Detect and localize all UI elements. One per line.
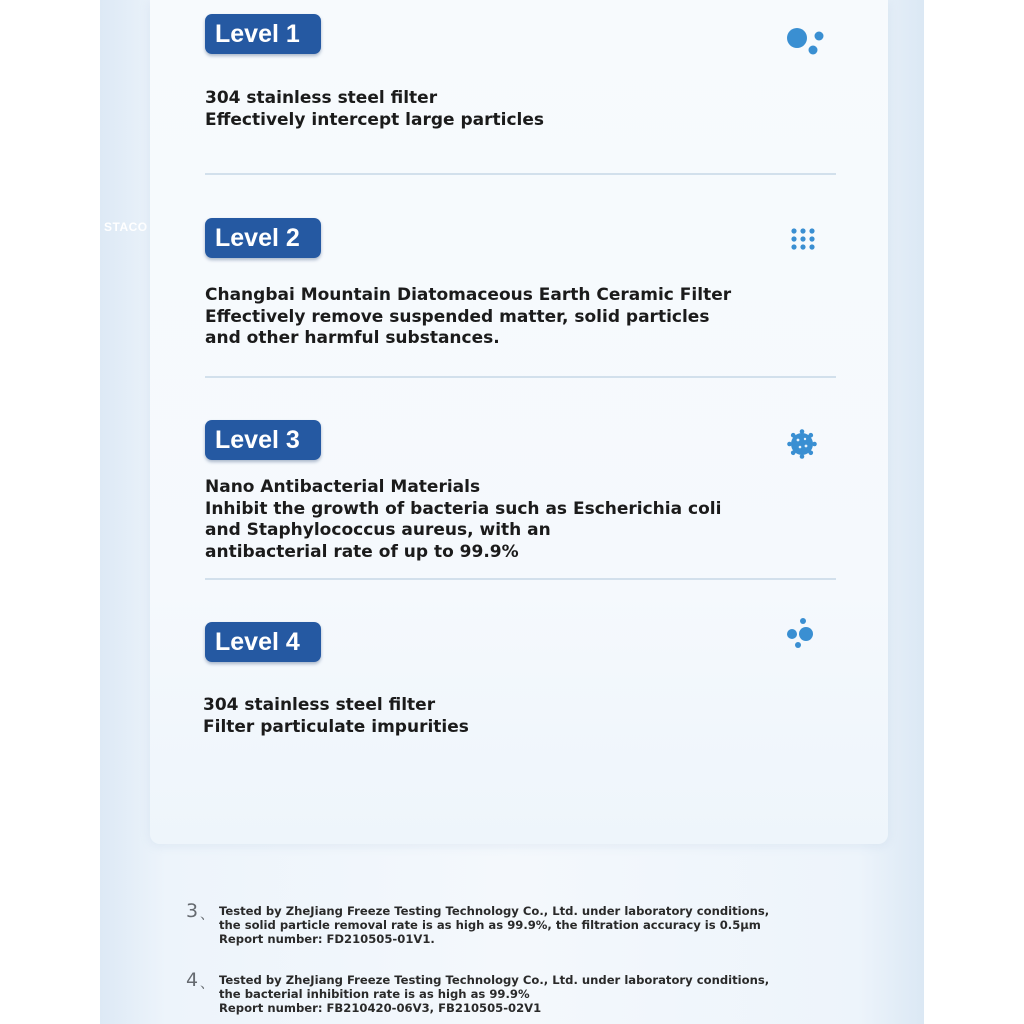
footnote-3-text <box>219 904 769 947</box>
level-4-badge: Level 4 <box>205 622 321 662</box>
level-1-line-2: Effectively intercept large particles <box>205 109 545 130</box>
level-3-badge: Level 3 <box>205 420 321 460</box>
level-1-line-1: 304 stainless steel filter <box>205 88 438 108</box>
level-4-line-1: 304 stainless steel filter <box>203 695 436 715</box>
level-1-description <box>205 88 544 131</box>
footnote-4-line-1: Tested by ZheJiang Freeze Testing Technology Co., Ltd. under laboratory conditions, <box>219 973 770 987</box>
level-2-description <box>205 285 731 350</box>
filter-levels-card <box>150 0 888 844</box>
footnote-4-number: 4 <box>186 969 199 991</box>
level-3-line-2: Inhibit the growth of bacteria such as Escherichia coli <box>205 498 722 519</box>
level-2-line-1: Changbai Mountain Diatomaceous Earth Ceramic Filter <box>205 285 732 305</box>
level-4-description <box>203 695 469 738</box>
level-2-line-3: and other harmful substances. <box>205 328 500 348</box>
particle-cluster-icon <box>782 614 820 652</box>
level-2-badge: Level 2 <box>205 218 321 258</box>
footnote-3-number: 3 <box>186 900 199 922</box>
watermark: STACO <box>104 220 148 234</box>
level-3-divider <box>205 578 836 580</box>
large-particle-icon <box>784 24 828 58</box>
level-1-badge: Level 1 <box>205 14 321 54</box>
footnote-3-line-1: Tested by ZheJiang Freeze Testing Technology Co., Ltd. under laboratory conditions, <box>219 904 770 918</box>
dot-grid-icon <box>788 225 820 255</box>
level-2-divider <box>205 376 836 378</box>
bacteria-icon <box>786 428 818 460</box>
level-3-line-3: and Staphylococcus aureus, with an <box>205 520 551 540</box>
level-3-line-1: Nano Antibacterial Materials <box>205 477 481 497</box>
footnote-4-line-3: Report number: FB210420-06V3, FB210505-02V1 <box>219 1001 542 1016</box>
footnote-3-line-3: Report number: FD210505-01V1. <box>219 932 435 947</box>
footnote-3-mark: 、 <box>200 907 214 923</box>
footnote-4-text <box>219 973 769 1016</box>
level-1-divider <box>205 173 836 175</box>
footnote-4-mark: 、 <box>200 976 214 992</box>
level-3-line-4: antibacterial rate of up to 99.9% <box>205 541 519 562</box>
level-4-line-2: Filter particulate impurities <box>203 716 469 737</box>
footnote-4-line-2: the bacterial inhibition rate is as high as 99.9% <box>219 987 530 1002</box>
level-3-description <box>205 477 721 563</box>
level-2-line-2: Effectively remove suspended matter, solid particles <box>205 306 710 327</box>
footnote-3-line-2: the solid particle removal rate is as high as 99.9%, the filtration accuracy is 0.5μm <box>219 918 761 933</box>
